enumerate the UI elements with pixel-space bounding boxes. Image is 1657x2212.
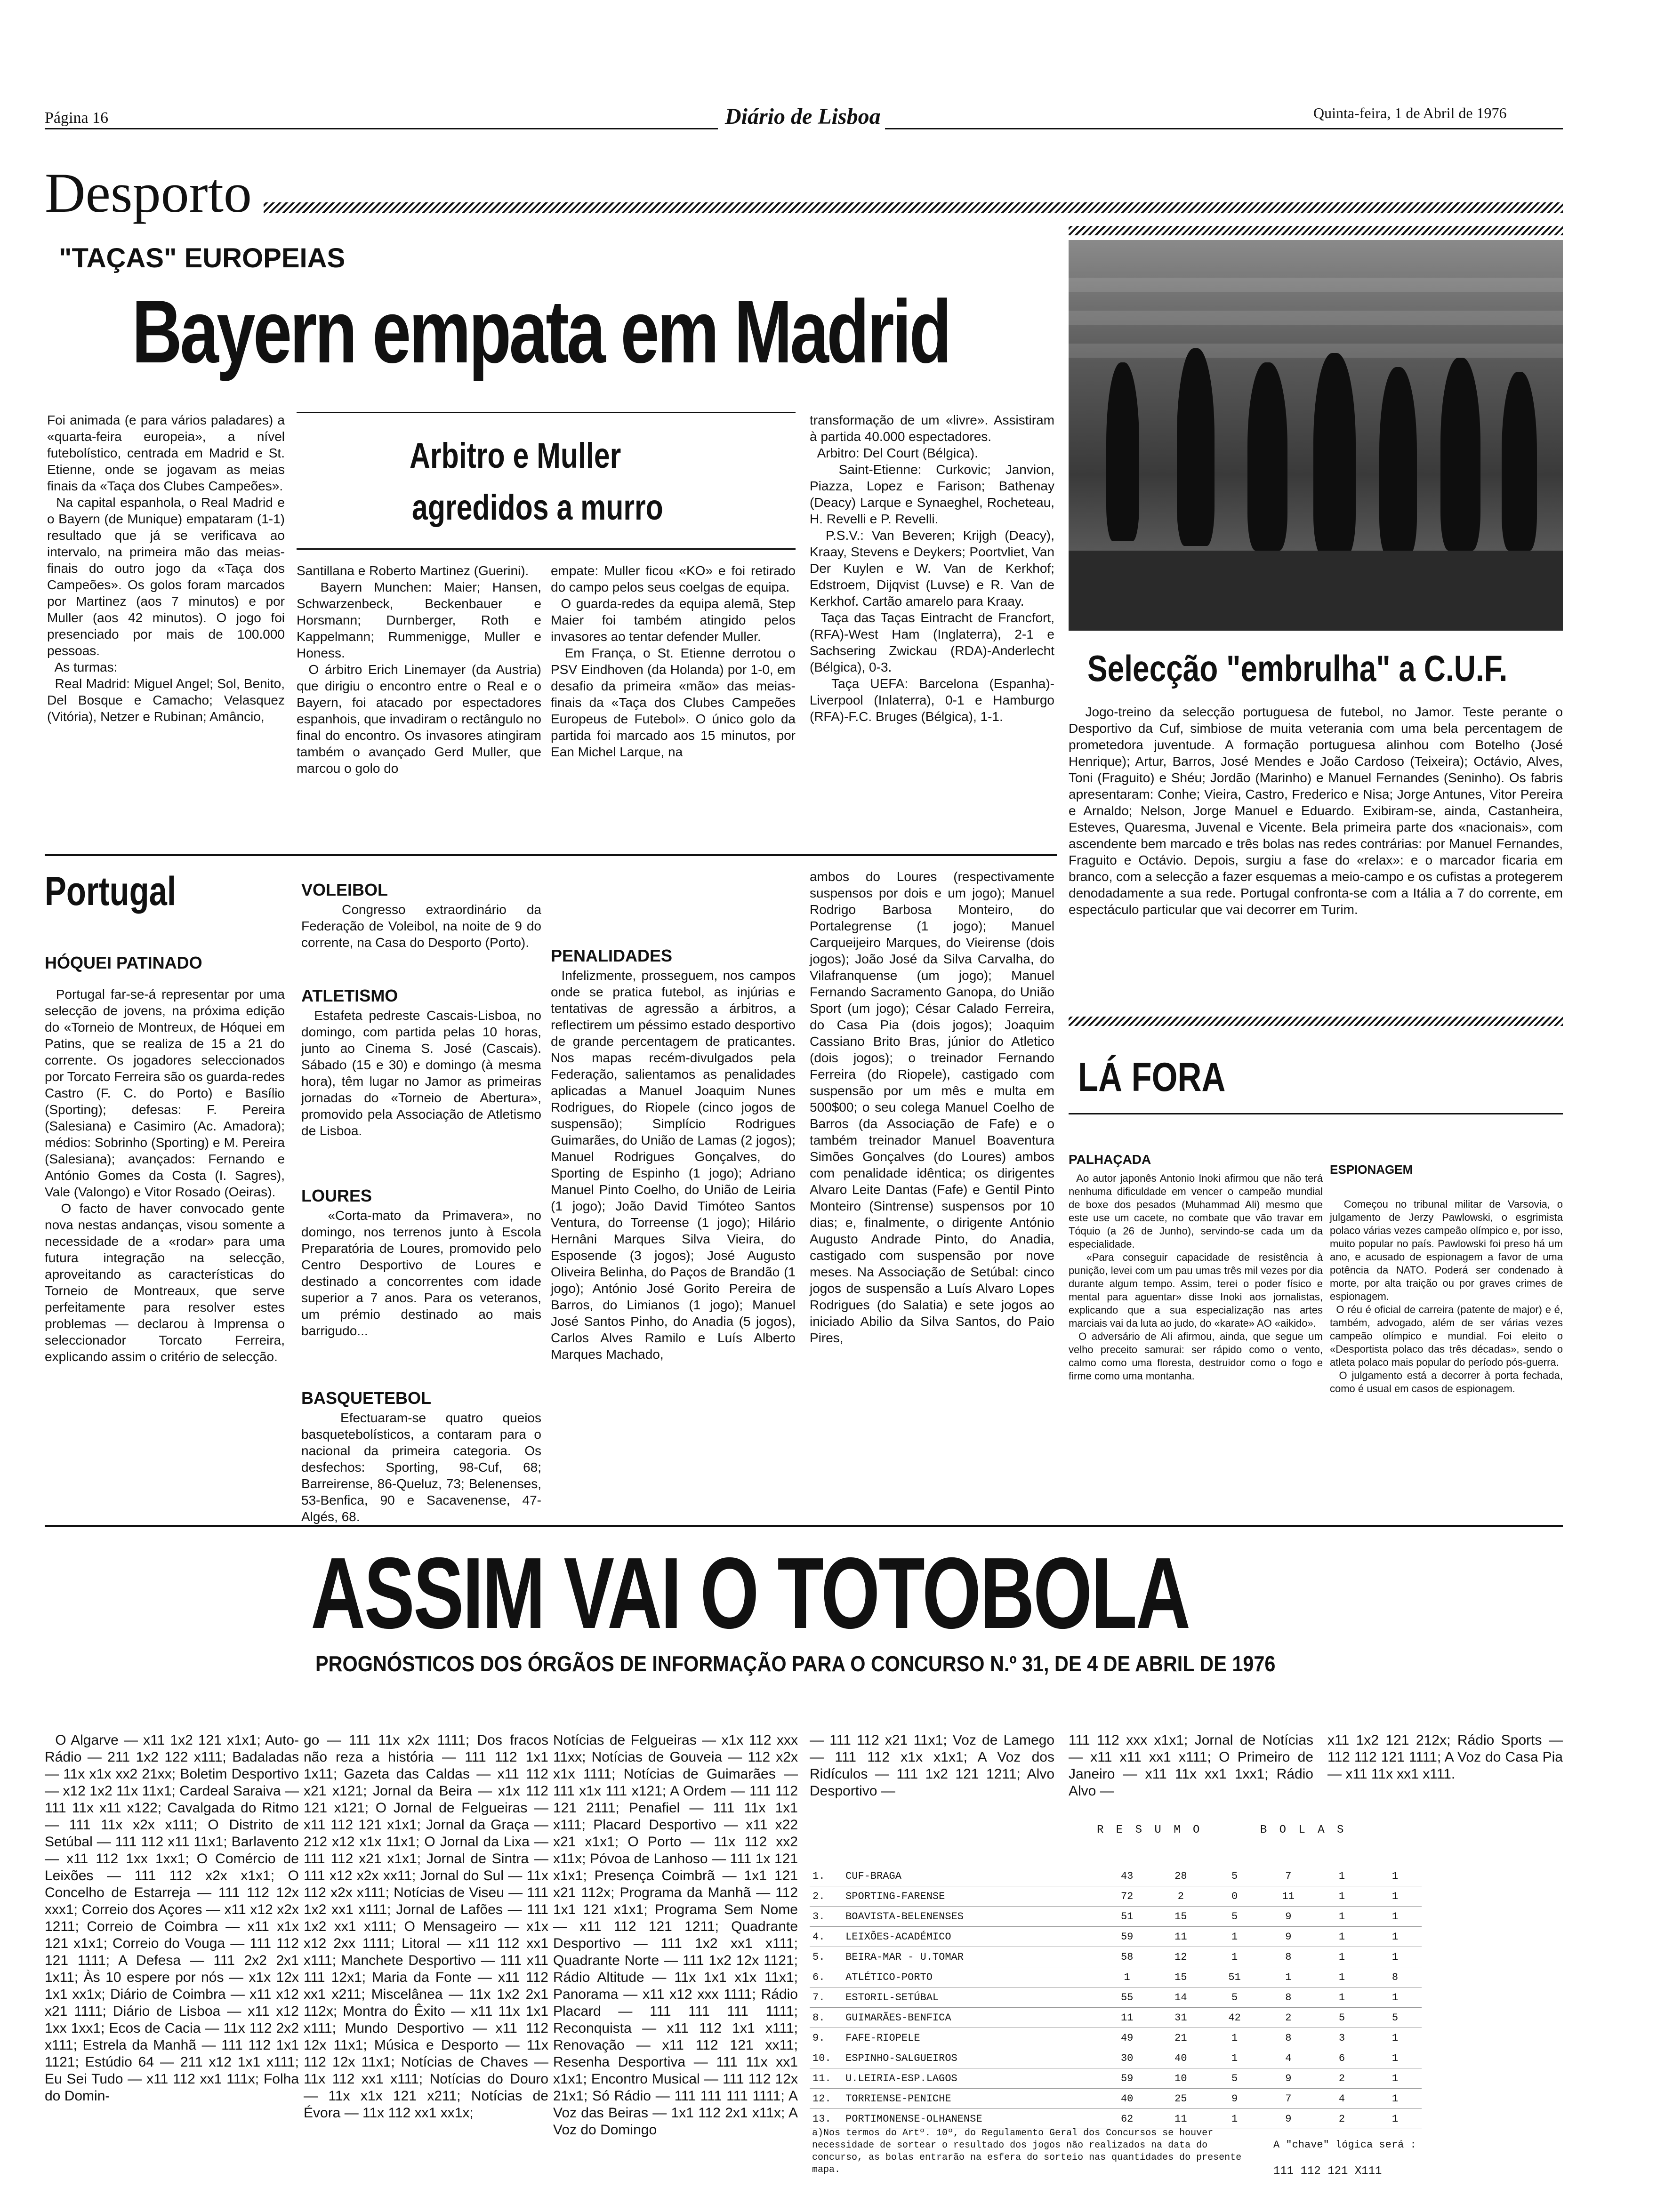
match-number: 4. (810, 1927, 843, 1947)
match-name: CUF-BRAGA (843, 1866, 1100, 1886)
match-value: 25 (1154, 2089, 1207, 2109)
match-name: BOAVISTA-BELENENSES (843, 1907, 1100, 1927)
totobola-subheadline: PROGNÓSTICOS DOS ÓRGÃOS DE INFORMAÇÃO PARA O CONCURSO N.º 31, DE 4 DE ABRIL DE 1976 (315, 1651, 1276, 1676)
totobola-col-4: — 111 112 x21 11x1; Voz de Lamego — 111 112 x1x x1x1; A Voz dos Ridículos — 111 1x2 121 1211; Alvo Desportivo — (810, 1732, 1059, 1799)
match-value: 40 (1100, 2089, 1154, 2109)
match-value: 9 (1262, 1927, 1315, 1947)
match-number: 12. (810, 2089, 843, 2109)
match-value: 1 (1368, 2028, 1422, 2048)
match-value: 58 (1100, 1947, 1154, 1967)
match-value: 7 (1262, 1866, 1315, 1886)
match-value: 1 (1315, 1907, 1368, 1927)
match-row (810, 2089, 1422, 2109)
palhacada-title: PALHAÇADA (1069, 1152, 1151, 1167)
totobola-col-2: go — 111 11x x2x 1111; Dos fracos não reza a história — 111 112 1x1 1x11; Gazeta das Caldas — x11 112 x21 x121; Jornal da Beira — x1x 112 121 x121; O Jornal de Felgueiras — x11 112 121 x1x1; Jornal da Graça — 212 x12 x1x 11x1; O Jornal da Lixa — 111 112 x21 x1x1; Jornal de Sintra — 111 x12 x2x xx11; Jornal do Sul — 11x 112 x2x x111; Notícias de Viseu — 111 1x2 xx1 x111; Jornal de Lafões — 111 1x2 xx1 x111; O Mensageiro — x1x x12 2xx 1111; Litoral — x11 112 xx1 x111; Manchete Desportivo — 111 x11 111 12x1; Maria da Fonte — x11 112 xx1 x211; Miscelânea — 11x 1x2 2x1 112x; Montra do Êxito — x11 11x 1x1 x111; Mundo Desportivo — x11 112 12x 11x1; Música e Desporto — 11x 112 12x 11x1; Notícias de Chaves — 11x 112 xx1 x111; Notícias do Douro — 11x x1x 121 x211; Notícias de Évora — 11x 112 xx1 xx1x; (304, 1732, 553, 2121)
match-value: 11 (1100, 2008, 1154, 2028)
match-value: 1 (1315, 1967, 1368, 1988)
match-value: 30 (1100, 2048, 1154, 2068)
footnote: a)Nos termos do Artº. 10º, do Regulamento Geral dos Concursos se houver necessidade de sortear o resultado dos jogos não realizados na data do concurso, as bolas entrarão na esfera do sorteio nas quantidades do presente mapa. (812, 2128, 1242, 2175)
page-number: Página 16 (45, 109, 109, 127)
match-value: 1 (1315, 1866, 1368, 1886)
match-row (810, 1907, 1422, 1927)
match-value: 55 (1100, 1988, 1154, 2008)
match-name: GUIMARÃES-BENFICA (843, 2008, 1100, 2028)
match-value: 51 (1100, 1907, 1154, 1927)
match-value: 8 (1262, 2028, 1315, 2048)
match-name: LEIXÕES-ACADÉMICO (843, 1927, 1100, 1947)
portugal-rule (45, 854, 1057, 856)
atletismo-text: Estafeta pedreste Cascais-Lisboa, no domingo, com partida pelas 10 horas, junto ao Cinema S. José (Cascais). Sábado (15 e 30) e domingo (à mesma hora), têm lugar no Jamor as primeiras jornadas do «Torneio de Abertura», promovido pela Associação de Atletismo de Lisboa. (301, 1008, 545, 1138)
totobola-col-1: O Algarve — x11 1x2 121 x1x1; Auto-Rádio — 211 1x2 122 x111; Badaladas — 11x x1x xx2 21xx; Boletim Desportivo — x12 1x2 11x 11x1; Cardeal Saraiva — 111 11x x11 x122; Cavalgada do Ritmo — 111 11x x2x x111; O Distrito de Setúbal — 111 112 x11 11x1; Barlavento — x11 112 1xx 1xx1; O Comércio de Leixões — 111 112 x2x x1x1; O Concelho de Estarreja — 111 112 12x xxx1; Correio dos Açores — x11 x12 x2x 1211; Correio de Coimbra — x11 x1x 121 x1x1; Correio do Vouga — 111 112 121 1111; A Defesa — 111 2x2 2x1 1x11; Às 10 espere por nós — x1x 12x 1x1 xx1x; Diário de Coimbra — x11 x12 x21 1111; Diário de Lisboa — x11 x12 1xx 1xx1; Ecos de Cacia — 11x 112 2x2 x111; Estrela da Manhã — 111 112 1x1 1121; Estúdio 64 — 211 x12 1x1 x111; Eu Sei Tudo — x11 112 xx1 111x; Folha do Domin- (45, 1732, 303, 2104)
bayern-col-1: Foi animada (e para vários paladares) a «quarta-feira europeia», a nível futebolístico, centrada em Madrid e St. Etienne, onde se jogavam as meias finais da «Taça dos Clubes Campeões». Na capital espanhola, o Real Madrid e o Bayern (de Munique) empataram (1-1) resultado que já se verificava ao intervalo, na primeira mão das meias-finais do outro jogo da «Taça dos Campeões». Os golos foram marcados por Martinez (aos 7 minutos) e por Muller (aos 42 minutos). O jogo foi presenciado por mais de 100.000 pessoas. As turmas: Real Madrid: Miguel Angel; Sol, Benito, Del Bosque e Camacho; Velasquez (Vitória), Netzer e Rubinan; Amâncio, (47, 413, 285, 724)
totobola-rule (45, 1525, 1563, 1527)
match-value: 8 (1262, 1947, 1315, 1967)
match-value: 31 (1154, 2008, 1207, 2028)
bayern-col-3: empate: Muller ficou «KO» e foi retirado do campo pelos seus coelgas de equipa. O guarda-redes da equipa alemã, Step Maier foi também atingido pelos invasores ao tentar defender Muller. Em França, o St. Etienne derrotou o PSV Eindhoven (da Holanda) por 1-0, em desafio da primeira «mão» das meias-finais da «Taça dos Clubes Campeões Europeus de Futebol». O único golo da partida foi marcado aos 15 minutos, por Ean Michel Larque, na (551, 563, 796, 759)
match-value: 49 (1100, 2028, 1154, 2048)
match-value: 8 (1368, 1967, 1422, 1988)
match-value: 1 (1315, 1927, 1368, 1947)
match-value: 11 (1262, 1886, 1315, 1907)
match-row (810, 2028, 1422, 2048)
match-value: 28 (1154, 1866, 1207, 1886)
basquetebol-title: BASQUETEBOL (301, 1388, 432, 1408)
match-row (810, 2048, 1422, 2068)
match-row (810, 2008, 1422, 2028)
match-value: 5 (1207, 1988, 1261, 2008)
match-value: 9 (1262, 1907, 1315, 1927)
match-value: 15 (1154, 1967, 1207, 1988)
loures-text: «Corta-mato da Primavera», no domingo, nos terrenos junto à Escola Preparatória de Loures, promovido pelo Centro Desportivo de Loures e destinado a concorrentes com idade superior a 7 anos. Para os veteranos, um prémio destinado ao mais barrigudo... (301, 1208, 545, 1338)
match-value: 1 (1368, 1927, 1422, 1947)
sub-headline-1: Arbitro e Muller (410, 436, 621, 476)
match-value: 1 (1368, 1907, 1422, 1927)
match-value: 15 (1154, 1907, 1207, 1927)
match-value: 1 (1207, 2109, 1261, 2129)
match-value: 9 (1262, 2109, 1315, 2129)
loures-title: LOURES (301, 1186, 372, 1205)
totobola-col-6: x11 1x2 121 212x; Rádio Sports — 112 112 121 1111; A Voz do Casa Pia — x11 11x xx1 x111. (1327, 1732, 1567, 1782)
match-value: 1 (1368, 1988, 1422, 2008)
hoquei-text: Portugal far-se-á representar por uma selecção de jovens, na próxima edição do «Torneio de Montreux, de Hóquei em Patins, que se realiza de 15 a 21 do corrente. Os jogadores seleccionados por Torcato Ferreira são os guarda-redes Castro (F. C. do Porto) e Basílio (Sporting); defesas: F. Pereira (Salesiana) e Casimiro (Ac. Amadora); médios: Sobrinho (Sporting) e M. Pereira (Salesiana); avançados: Fernando e António Gomes da Costa (I. Sagres), Vale (Valongo) e Vitor Rosado (Oeiras). O facto de haver convocado gente nova nestas andanças, visou somente a necessidade de a «rodar» para uma futura integração na selecção, aproveitando as características do Torneio de Montreaux, que serve perfeitamente para resolver estes problemas — declarou à Imprensa o seleccionador Torcato Ferreira, explicando assim o critério de selecção. (45, 987, 285, 1364)
match-value: 59 (1100, 1927, 1154, 1947)
match-name: TORRIENSE-PENICHE (843, 2089, 1100, 2109)
match-value: 12 (1154, 1947, 1207, 1967)
match-number: 13. (810, 2109, 843, 2129)
match-value: 1 (1368, 2109, 1422, 2129)
hoquei-title: HÓQUEI PATINADO (45, 953, 202, 972)
match-value: 1 (1262, 1967, 1315, 1988)
match-name: PORTIMONENSE-OLHANENSE (843, 2109, 1100, 2129)
match-number: 9. (810, 2028, 843, 2048)
match-value: 1 (1100, 1967, 1154, 1988)
section-title: Desporto (45, 161, 252, 224)
subhead-rule-bottom (297, 548, 796, 550)
portugal-title: Portugal (45, 869, 177, 914)
match-number: 10. (810, 2048, 843, 2068)
match-number: 1. (810, 1866, 843, 1886)
match-row (810, 1947, 1422, 1967)
match-value: 1 (1207, 1927, 1261, 1947)
palhacada-text: Ao autor japonês Antonio Inoki afirmou que não terá nenhuma dificuldade em vencer o campeão mundial de boxe dos pesados (Muhammad Ali) mesmo que este use um cacete, no combate que vão travar em Tóquio (a 26 de Junho), servindo-se cada um da especialidade. «Para conseguir capacidade de resistência à punição, levei com um pau umas três mil vezes por dia durante algum tempo. Assim, terei o poder físico e mental para aguentar» disse Inoki aos jornalistas, explicando que a sua especialização nas artes marciais vai da luta ao judo, do «karate» AO «aikido». O adversário de Ali afirmou, ainda, que segue um velho preceito samurai: ser rápido como o vento, calmo como uma floresta, destruidor como o fogo e firme como uma montanha. (1069, 1172, 1323, 1382)
match-name: ESTORIL-SETÚBAL (843, 1988, 1100, 2008)
headline: Bayern empata em Madrid (132, 282, 950, 382)
voleibol-title: VOLEIBOL (301, 880, 388, 899)
chave-label: A "chave" lógica será : (1273, 2139, 1416, 2151)
match-value: 1 (1368, 1886, 1422, 1907)
match-value: 5 (1207, 1866, 1261, 1886)
match-row (810, 1866, 1422, 1886)
match-value: 10 (1154, 2068, 1207, 2089)
match-value: 5 (1315, 2008, 1368, 2028)
cuf-title: Selecção "embrulha" a C.U.F. (1087, 648, 1508, 689)
match-value: 2 (1262, 2008, 1315, 2028)
match-number: 6. (810, 1967, 843, 1988)
la-fora-rule (1069, 1113, 1563, 1114)
match-value: 9 (1262, 2068, 1315, 2089)
espionagem-title: ESPIONAGEM (1330, 1162, 1413, 1177)
penalidades-title: PENALIDADES (551, 946, 673, 965)
match-value: 21 (1154, 2028, 1207, 2048)
match-value: 1 (1207, 2028, 1261, 2048)
voleibol-text: Congresso extraordinário da Federação de Voleibol, na noite de 9 do corrente, na Casa do Desporto (Porto). (301, 902, 545, 950)
match-row (810, 1886, 1422, 1907)
match-name: FAFE-RIOPELE (843, 2028, 1100, 2048)
match-value: 1 (1368, 2048, 1422, 2068)
match-value: 1 (1368, 1947, 1422, 1967)
match-name: U.LEIRIA-ESP.LAGOS (843, 2068, 1100, 2089)
match-number: 5. (810, 1947, 843, 1967)
espionagem-text: Começou no tribunal militar de Varsovia, o julgamento de Jerzy Pawlowski, o esgrimista polaco várias vezes campeão olímpico e, por isso, muito popular no país. Pawlowski foi preso há um ano, e acusado de espionagem a favor de uma potência da NATO. Poderá ser condenado à morte, por alta traição ou por graves crimes de espionagem. O réu é oficial de carreira (patente de major) e é, também, advogado, além de ser várias vezes campeão olímpico e mundial. Foi eleito o «Desportista polaco das três décadas», sendo o atleta polaco mais popular do período pós-guerra. O julgamento está a decorrer à porta fechada, como é usual em casos de espionagem. (1330, 1198, 1563, 1395)
la-fora-title: LÁ FORA (1078, 1055, 1226, 1100)
match-row (810, 1988, 1422, 2008)
match-value: 9 (1207, 2089, 1261, 2109)
match-value: 14 (1154, 1988, 1207, 2008)
match-value: 2 (1315, 2109, 1368, 2129)
atletismo-title: ATLETISMO (301, 986, 398, 1005)
header-rule-right (885, 128, 1563, 129)
match-value: 72 (1100, 1886, 1154, 1907)
match-value: 8 (1262, 1988, 1315, 2008)
match-row (810, 2068, 1422, 2089)
match-number: 11. (810, 2068, 843, 2089)
totobola-headline: ASSIM VAI O TOTOBOLA (311, 1536, 1190, 1650)
match-value: 1 (1368, 2068, 1422, 2089)
match-value: 1 (1315, 1947, 1368, 1967)
basquetebol-text: Efectuaram-se quatro queios basquetebolísticos, a contaram para o nacional da primeira categoria. Os desfechos: Sporting, 98-Cuf, 68; Barreirense, 86-Queluz, 73; Belenenses, 53-Benfica, 90 e Sacavenense, 47-Algés, 68. (301, 1411, 545, 1524)
match-value: 43 (1100, 1866, 1154, 1886)
match-value: 11 (1154, 1927, 1207, 1947)
header-rule-left (45, 128, 718, 129)
resumo-table (810, 1866, 1422, 2129)
bayern-col-4: transformação de um «livre». Assistiram à partida 40.000 espectadores. Arbitro: Del Court (Bélgica). Saint-Etienne: Curkovic; Janvion, Piazza, Lopez e Farison; Bathenay (Deacy) Larque e Synaeghel, Rocheteau, H. Revelli e P. Revelli. P.S.V.: Van Beveren; Krijgh (Deacy), Kraay, Stevens e Deykers; Poortvliet, Van Der Kuylen e W. Van de Kerkhof; Edstroem, Dijqvist (Luvse) e R. Van de Kerkhof. Cartão amarelo para Kraay. Taça das Taças Eintracht de Francfort, (RFA)-West Ham (Inglaterra), 2-1 e Sachsering Zwickau (RDA)-Anderlecht (Bélgica), 0-3. Taça UEFA: Barcelona (Espanha)-Liverpool (Inlaterra), 0-1 e Hamburgo (RFA)-F.C. Bruges (Bélgica), 1-1. (810, 413, 1054, 724)
match-value: 7 (1262, 2089, 1315, 2109)
totobola-col-3: Notícias de Felgueiras — x1x 112 xxx 11xx; Notícias de Gouveia — 112 x2x x1x 1111; Notícias de Guimarães — 111 x1x 111 x121; A Ordem — 111 112 121 2111; Penafiel — 111 11x 1x1 x111; Placard Desportivo — x11 x22 x21 x1x1; O Porto — 11x 112 xx2 x11x; Póvoa de Lanhoso — 111 1x 121 x1x1; Presença Coimbrã — 1x1 121 x21 112x; Programa da Manhã — 112 1x1 121 x1x1; Programa Sem Nome — x11 112 121 1211; Quadrante Desportivo — 111 1x2 xx1 x111; Quadrante Norte — 111 1x2 12x 1121; Rádio Altitude — 11x 1x1 x1x 11x1; Panorama — x11 x12 xxx 1111; Rádio Placard — 111 111 111 1111; Reconquista — x11 112 1x1 x111; Renovação — x11 112 121 xx11; Resenha Desportiva — 111 11x xx1 x1x1; Encontro Musical — 111 112 12x 21x1; Só Rádio — 111 111 111 1111; A Voz das Beiras — 1x1 112 2x1 x11x; A Voz do Domingo (553, 1732, 802, 2138)
cuf-text: Jogo-treino da selecção portuguesa de futebol, no Jamor. Teste perante o Desportivo da Cuf, simbiose de muita veterania com uma bela percentagem de prometedora juventude. A formação portuguesa alinhou com Botelho (José Henrique); Artur, Barros, José Mendes e João Cardoso (Teixeira); Octávio, Alves, Toni (Fraguito) e Shéu; Jordão (Marinho) e Manuel Fernandes (Seninho). Os fabris apresentaram: Conhe; Vieira, Castro, Frederico e Nisa; Jorge Antunes, Vitor Pereira e Arnaldo; Nelson, Jorge Manuel e Eduardo. Exibiram-se, ainda, Castanheira, Esteves, Quaresma, Juvenal e Vicente. Bela primeira parte dos «nacionais», com ascendente bem marcado e três bolas nas redes contrárias: por Manuel Fernandes, Fraguito e Octávio. Depois, surgiu a fase do «relax»: e o marcador ficaria em branco, com a selecção a fazer esquemas a meio-campo e os cufistas a protegerem denodadamente a sua rede. Portugal confronta-se com a Itália a 7 do corrente, em espectáculo particular que vai decorrer em Turim. (1069, 705, 1567, 917)
match-value: 62 (1100, 2109, 1154, 2129)
subhead-rule (297, 412, 796, 413)
match-name: ESPINHO-SALGUEIROS (843, 2048, 1100, 2068)
match-value: 1 (1207, 2048, 1261, 2068)
match-value: 59 (1100, 2068, 1154, 2089)
resumo-title: R E S U M O B O L A S (1097, 1824, 1347, 1836)
photo-hatch-top (1069, 226, 1563, 235)
match-value: 5 (1368, 2008, 1422, 2028)
team-training-photo (1069, 240, 1563, 631)
totobola-col-5: 111 112 xxx x1x1; Jornal de Notícias — x11 x11 xx1 x111; O Primeiro de Janeiro — x11 11x xx1 1xx1; Rádio Alvo — (1069, 1732, 1318, 1799)
match-value: 11 (1154, 2109, 1207, 2129)
match-value: 0 (1207, 1886, 1261, 1907)
match-name: BEIRA-MAR - U.TOMAR (843, 1947, 1100, 1967)
cuf-hatch (1069, 1017, 1563, 1026)
match-number: 2. (810, 1886, 843, 1907)
newspaper-name: Diário de Lisboa (725, 104, 881, 129)
match-value: 1 (1207, 1947, 1261, 1967)
match-value: 3 (1315, 2028, 1368, 2048)
kicker: "TAÇAS" EUROPEIAS (59, 243, 346, 273)
match-value: 1 (1315, 1988, 1368, 2008)
match-value: 40 (1154, 2048, 1207, 2068)
bayern-col-2: Santillana e Roberto Martinez (Guerini). Bayern Munchen: Maier; Hansen, Schwarzenbeck, Beckenbauer e Horsmann; Durnberger, Roth e Kappelmann; Rummenigge, Muller e Honess. O árbitro Erich Linemayer (da Austria) que dirigiu o encontro entre o Real e o Bayern, foi atacado por espectadores espanhois, que invadiram o rectângulo no final do encontro. Os invasores atingiram também o avançado Gerd Muller, que marcou o golo do (297, 563, 541, 776)
section-hatch (264, 202, 1563, 213)
sub-headline-2: agredidos a murro (412, 488, 663, 528)
match-value: 2 (1154, 1886, 1207, 1907)
penalidades-text: Infelizmente, prosseguem, nos campos onde se pratica futebol, as injúrias e tentativas de agressão a árbitros, a reflectirem um péssimo estado desportivo de grande percentagem de praticantes. Nos mapas recém-divulgados pela Federação, salientamos as penalidades aplicadas a Manuel Joaquim Nunes Rodrigues, do Riopele (cinco jogos de suspensão); Simplício Rodrigues Guimarães, do União de Lamas (2 jogos); Manuel Rodrigues Gonçalves, do Sporting de Espinho (1 jogo); Adriano Manuel Pinto Coelho, do União de Leiria (1 jogo); João David Timóteo Santos Ventura, do Torreense (1 jogo); Hilário Hernâni Marques Silva Vieira, do Esposende (3 jogos); José Augusto Oliveira Belinha, do Paços de Brandão (1 jogo); António José Gorito Pereira de Barros, do Limianos (1 jogo); Manuel José Santos Pinho, do Anadia (5 jogos), Carlos Alves Ramilo e Luís Alberto Marques Machado, (551, 968, 799, 1362)
match-value: 2 (1315, 2068, 1368, 2089)
match-value: 4 (1315, 2089, 1368, 2109)
match-value: 51 (1207, 1967, 1261, 1988)
match-number: 7. (810, 1988, 843, 2008)
match-value: 1 (1315, 1886, 1368, 1907)
match-value: 42 (1207, 2008, 1261, 2028)
match-name: SPORTING-FARENSE (843, 1886, 1100, 1907)
penalidades-text-cont: ambos do Loures (respectivamente suspensos por dois e um jogo); Manuel Rodrigo Barbosa Monteiro, do Portalegrense (1 jogo); Manuel Carqueijeiro Marques, do Vieirense (dois jogos); João José da Silva Carvalha, do Vilafranquense (um jogo); Manuel Fernando Sacramento Ganopa, do União Sport (um jogo); César Calado Ferreira, do Casa Pia (dois jogos); Joaquim Cassiano Brito Bras, júnior do Atletico (dois jogos); o treinador Fernando Ferreira (do Riopele), castigado com suspensão por um mês e multa em 500$00; o seu colega Manuel Coelho de Barros (da Associação de Fafe) e o também treinador Manuel Boaventura Simões Gonçalves (do Loures) ambos com penalidade idêntica; os dirigentes Alvaro Leite Dantas (Fafe) e Gentil Pinto Monteiro (Sintrense) suspensos por 10 dias; e, finalmente, o dirigente António Augusto Andrade Pinto, do Anadia, castigado com suspensão por nove meses. Na Associação de Setúbal: cinco jogos de suspensão a Luís Alvaro Lopes Rodrigues (do Salatia) e sete jogos ao iniciado Abilio da Silva Santos, do Paio Pires, (810, 869, 1058, 1345)
match-value: 1 (1368, 1866, 1422, 1886)
match-name: ATLÉTICO-PORTO (843, 1967, 1100, 1988)
match-row (810, 1967, 1422, 1988)
match-number: 8. (810, 2008, 843, 2028)
match-value: 6 (1315, 2048, 1368, 2068)
match-value: 1 (1368, 2089, 1422, 2109)
match-value: 5 (1207, 1907, 1261, 1927)
match-number: 3. (810, 1907, 843, 1927)
match-value: 4 (1262, 2048, 1315, 2068)
match-row (810, 1927, 1422, 1947)
match-row (810, 2109, 1422, 2129)
issue-date: Quinta-feira, 1 de Abril de 1976 (1313, 104, 1507, 121)
chave-value: 111 112 121 X111 (1273, 2165, 1382, 2178)
match-value: 5 (1207, 2068, 1261, 2089)
